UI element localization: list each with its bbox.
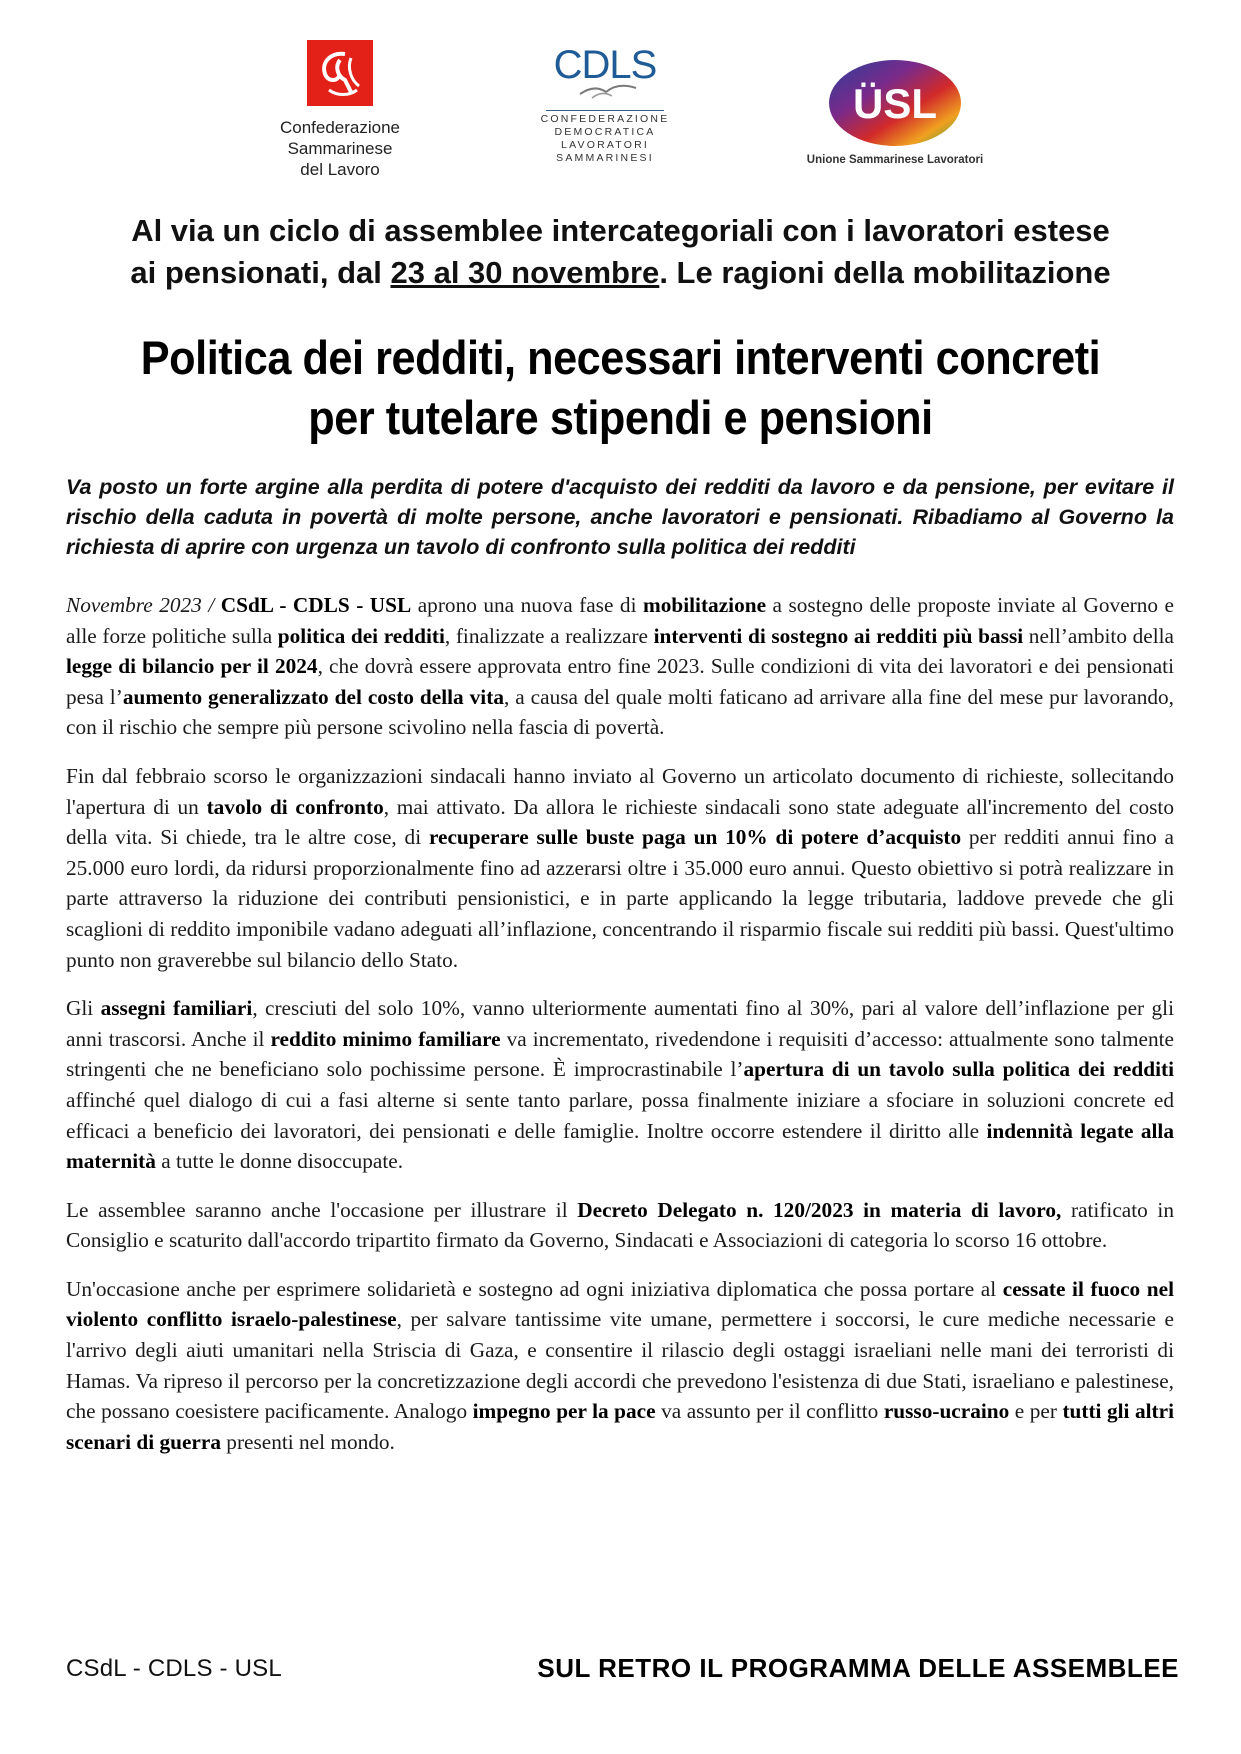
- article-body: [66, 590, 1174, 1475]
- usl-logo-caption: Unione Sammarinese Lavoratori: [806, 154, 984, 166]
- cdls-logo: [530, 42, 680, 165]
- svg-text:CDLS: CDLS: [553, 43, 657, 87]
- cdls-logo-line-3: LAVORATORI: [561, 139, 649, 151]
- text-run: Fin dal febbraio scorso le organizzazioni sindacali hanno inviato al Governo un articolato documento di richieste, sollecitando l'apertura di un: [66, 763, 1174, 819]
- body-paragraph-4: [66, 1195, 1174, 1256]
- body-paragraph-5: [66, 1274, 1174, 1458]
- subheading-line-1: Al via un ciclo di assemblee intercategoriali con i lavoratori estese: [131, 213, 1110, 248]
- subheading-line-2-post: . Le ragioni della mobilitazione: [659, 255, 1111, 290]
- text-run: nell’ambito della: [1023, 623, 1175, 648]
- bold-text-run: indennità legate alla maternità: [66, 1118, 1174, 1174]
- cdls-logo-line-1: CONFEDERAZIONE: [540, 113, 670, 125]
- csdl-logo: [250, 40, 430, 180]
- text-run: , per salvare tantissime vite umane, permettere i soccorsi, le cure mediche necessarie e l'arrivo degli aiuti umanitari nella Striscia di Gaza, e consentire il rilascio degli ostaggi israeliani nelle mani dei terroristi di Hamas. Va ripreso il percorso per la concretizzazione degli accordi che prevedono l'esistenza di due Stati, israeliano e palestinese, che possano coesistere pacificamente. Analogo: [66, 1307, 1174, 1424]
- text-run: affinché quel dialogo di cui a fasi alterne si sente tanto parlare, possa finalmente iniziare a sfociare in soluzioni concrete ed efficaci a beneficio dei lavoratori, dei pensionati e delle famiglie. Inoltre occorre estendere il diritto alle: [66, 1087, 1174, 1143]
- bold-text-run: Decreto Delegato n. 120/2023 in materia di lavoro,: [577, 1197, 1062, 1222]
- cdls-logo-line-4: SAMMARINESI: [556, 152, 654, 164]
- subheading: [0, 210, 1241, 294]
- bold-text-run: aumento generalizzato del costo della vita: [122, 684, 504, 709]
- bold-text-run: politica dei redditi: [277, 623, 445, 648]
- text-run: per redditi annui fino a 25.000 euro lordi, da ridursi proporzionalmente fino ad azzerarsi oltre i 35.000 euro annui. Questo obiettivo si potrà realizzare in parte attraverso la riduzione dei contributi pensionistici, e in parte applicando la legge tributaria, laddove prevede che gli scaglioni di reddito imponibile vadano adeguati all’inflazione, concentrando il risparmio fiscale sui redditi più bassi. Quest'ultimo punto non graverebbe sul bilancio dello Stato.: [66, 825, 1174, 972]
- csdl-logo-line-3: del Lavoro: [300, 160, 380, 179]
- text-run: , che dovrà essere approvata entro fine 2023. Sulle condizioni di vita dei lavoratori e dei pensionati pesa l’: [66, 654, 1174, 709]
- text-run: Gli: [66, 996, 101, 1021]
- body-paragraph-2: [66, 761, 1174, 975]
- csdl-emblem-icon: [307, 40, 373, 106]
- lead-paragraph: Va posto un forte argine alla perdita di potere d'acquisto dei redditi da lavoro e da pensione, per evitare il rischio della caduta in povertà di molte persone, anche lavoratori e pensionati. Ribadiamo al Governo la richiesta di aprire con urgenza un tavolo di confronto sulla politica dei redditi: [66, 475, 1174, 559]
- subheading-line-2-pre: ai pensionati, dal: [130, 255, 391, 290]
- cdls-divider: [546, 110, 664, 111]
- text-run: , mai attivato. Da allora le richieste sindacali sono state adeguate all'incremento del costo della vita. Si chiede, tra le altre cose, di: [66, 794, 1174, 850]
- csdl-logo-line-2: Sammarinese: [287, 139, 393, 158]
- text-run: presenti nel mondo.: [220, 1429, 395, 1454]
- text-run: va incrementato, rivedendone i requisiti d’accesso: attualmente sono talmente stringenti che ne beneficiano solo pochissime persone. È improcrastinabile l’: [66, 1026, 1174, 1082]
- bold-text-run: tutti gli altri scenari di guerra: [66, 1399, 1175, 1454]
- text-run: , cresciuti del solo 10%, vanno ulteriormente aumentati fino al 30%, pari al valore dell’inflazione per gli anni trascorsi. Anche il: [66, 996, 1174, 1051]
- bold-text-run: impegno per la pace: [472, 1399, 656, 1424]
- body-paragraph-3: [66, 993, 1174, 1177]
- footer-organizations: CSdL - CDLS - USL: [66, 1655, 282, 1682]
- text-run: aprono una nuova fase di: [411, 593, 643, 617]
- text-run: e per: [1009, 1399, 1063, 1424]
- text-run: Un'occasione anche per esprimere solidarietà e sostegno ad ogni iniziativa diplomatica che possa portare al: [66, 1276, 1003, 1301]
- italic-text-run: Novembre 2023 /: [66, 593, 221, 617]
- svg-text:ÜSL: ÜSL: [853, 80, 937, 127]
- bold-text-run: mobilitazione: [642, 593, 767, 617]
- subheading-dates: 23 al 30 novembre: [390, 255, 660, 290]
- text-run: ratificato in Consiglio e scaturito dall'accordo tripartito firmato da Governo, Sindacati e Associazioni di categoria lo scorso 16 ottobre.: [66, 1197, 1174, 1253]
- bold-text-run: interventi di sostegno ai redditi più bassi: [653, 623, 1024, 648]
- bold-text-run: russo-ucraino: [883, 1399, 1010, 1424]
- text-run: , a causa del quale molti faticano ad arrivare alla fine del mese pur lavorando, con il rischio che sempre più persone scivolino nella fascia di povertà.: [66, 684, 1174, 740]
- usl-logo: [780, 58, 1010, 166]
- cdls-logo-line-2: DEMOCRATICA: [554, 126, 656, 138]
- text-run: a tutte le donne disoccupate.: [155, 1149, 404, 1174]
- bold-text-run: recuperare sulle buste paga un 10% di potere d’acquisto: [428, 825, 962, 850]
- subheading-line-2: [0, 252, 1241, 294]
- footer-program-note: SUL RETRO IL PROGRAMMA DELLE ASSEMBLEE: [537, 1653, 1179, 1683]
- bold-text-run: apertura di un tavolo sulla politica dei redditi: [743, 1057, 1174, 1082]
- text-run: , finalizzate a realizzare: [444, 623, 654, 648]
- csdl-logo-line-1: Confederazione: [279, 118, 401, 137]
- cdls-wordmark-icon: [540, 42, 670, 108]
- text-run: va assunto per il conflitto: [655, 1399, 884, 1424]
- bold-text-run: CSdL - CDLS - USL: [220, 593, 412, 617]
- bold-text-run: tavolo di confronto: [206, 794, 384, 819]
- usl-emblem-icon: [826, 58, 964, 148]
- bold-text-run: legge di bilancio per il 2024: [66, 654, 318, 679]
- page-title-line-2: per tutelare stipendi e pensioni: [308, 391, 933, 444]
- bold-text-run: cessate il fuoco nel violento conflitto israelo-palestinese: [66, 1276, 1175, 1332]
- text-run: a sostegno delle proposte inviate al Governo e alle forze politiche sulla: [66, 593, 1174, 648]
- bold-text-run: assegni familiari: [100, 996, 253, 1021]
- text-run: Le assemblee saranno anche l'occasione per illustrare il: [66, 1197, 578, 1222]
- bold-text-run: reddito minimo familiare: [270, 1026, 501, 1051]
- page-title-line-1: Politica dei redditi, necessari interventi concreti: [140, 331, 1101, 384]
- page-title: [50, 328, 1192, 448]
- body-paragraph-1: [66, 590, 1174, 743]
